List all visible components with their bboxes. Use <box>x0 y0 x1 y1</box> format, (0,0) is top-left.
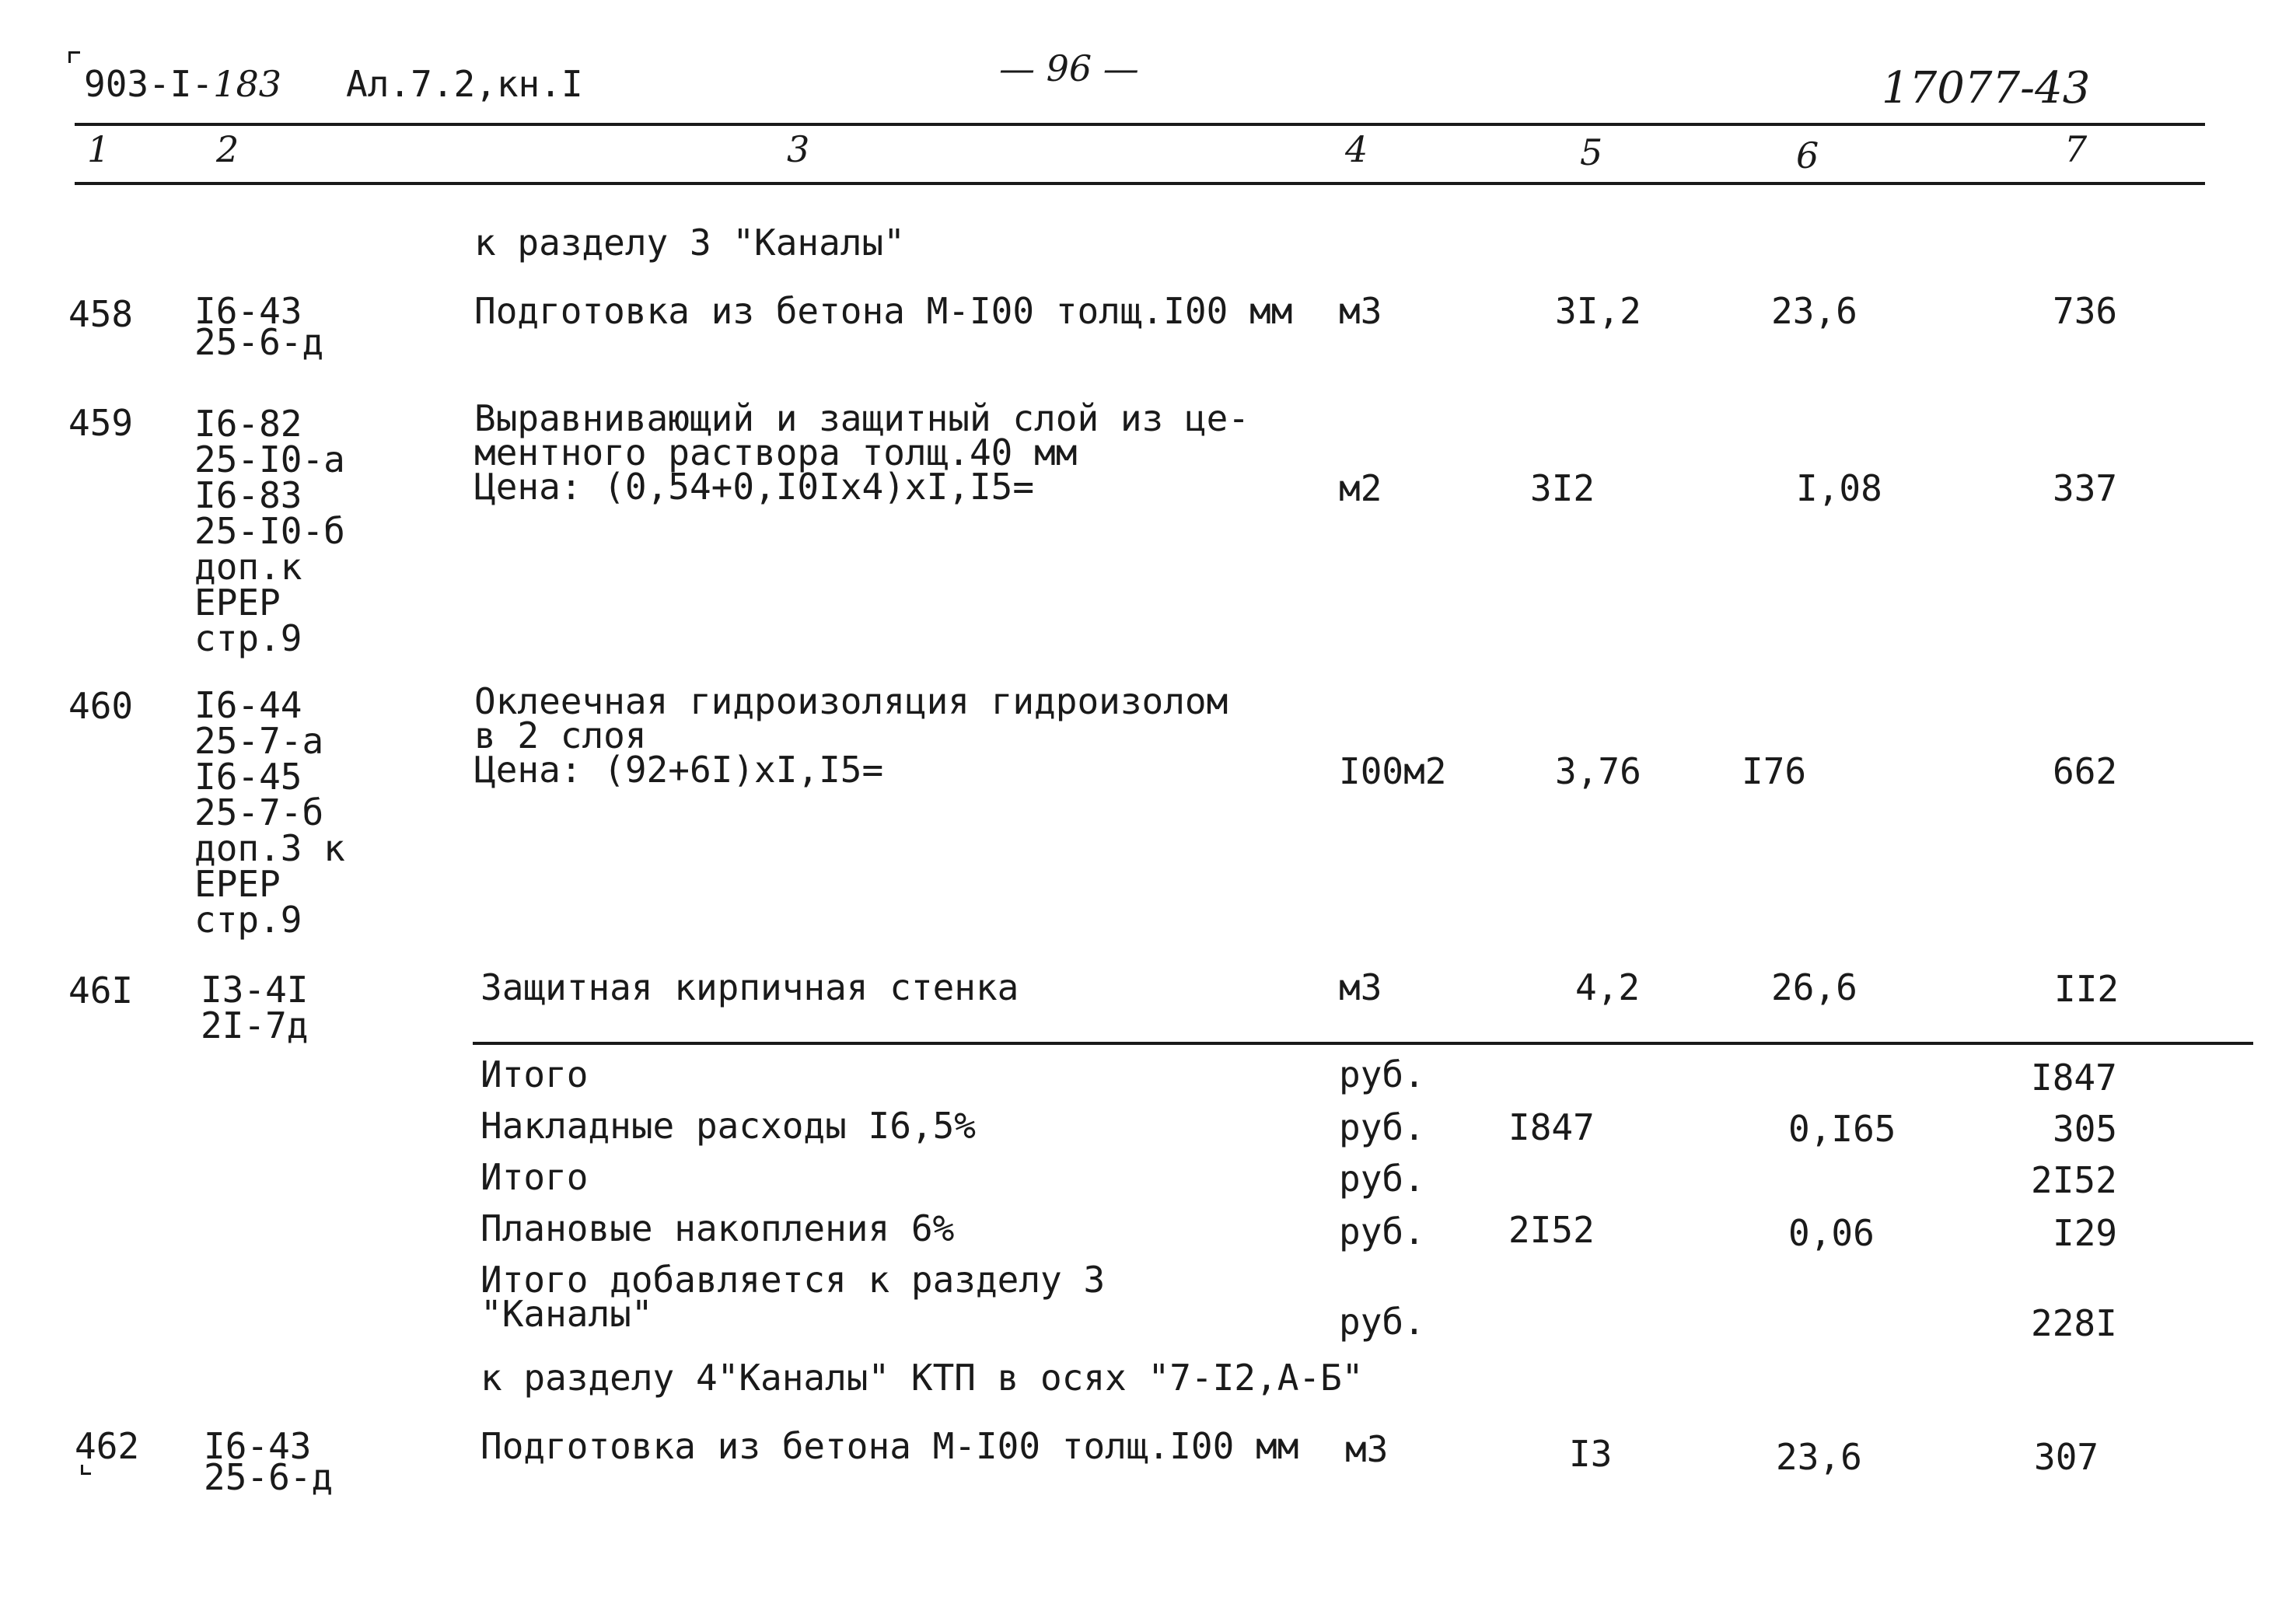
summary-subtotal-2-unit: руб. <box>1339 1158 1425 1200</box>
summary-grand-total: 228I <box>2031 1302 2117 1344</box>
row-459-description: Выравнивающий и защитный слой из це- ментного раствора толщ.40 мм Цена: (0,54+0,I0Iх4)хI,I5= <box>474 397 1249 508</box>
row-462-unit: м3 <box>1345 1428 1389 1470</box>
row-462-code: I6-43 25-6-д <box>204 1425 334 1498</box>
doc-code <box>84 65 281 103</box>
summary-overhead-rate: 0,I65 <box>1788 1108 1896 1150</box>
column-header-7: 7 <box>2064 128 2088 170</box>
row-462-price: 23,6 <box>1776 1436 1862 1478</box>
album-reference: Ал.7.2,кн.I <box>346 63 583 105</box>
row-459-number: 459 <box>68 402 134 444</box>
page-number: — 96 — <box>999 47 1139 89</box>
section-title-3: к разделу 3 "Каналы" <box>474 222 905 264</box>
row-458-description: Подготовка из бетона М-I00 толщ.I00 мм <box>474 290 1293 332</box>
row-459-code: I6-82 25-I0-а I6-83 25-I0-б доп.к ЕРЕР стр.9 <box>194 403 345 659</box>
summary-overhead-label: Накладные расходы I6,5% <box>481 1105 976 1147</box>
row-458-total: 736 <box>2053 290 2118 332</box>
summary-subtotal-total: I847 <box>2031 1057 2117 1099</box>
column-header-1: 1 <box>87 128 110 170</box>
archive-number: 17077-43 <box>1882 63 2091 114</box>
row-462-total: 307 <box>2034 1436 2099 1478</box>
row-461-code: I3-4I 2I-7д <box>201 969 309 1046</box>
doc-code-typed: 903-I- <box>84 63 214 105</box>
row-459-unit: м2 <box>1339 467 1382 509</box>
summary-overhead-unit: руб. <box>1339 1106 1425 1148</box>
section-title-4: к разделу 4"Каналы" КТП в осях "7-I2,А-Б" <box>481 1357 1364 1399</box>
summary-profit-label: Плановые накопления 6% <box>481 1207 955 1249</box>
row-458-quantity: 3I,2 <box>1555 290 1641 332</box>
column-header-5: 5 <box>1580 131 1603 173</box>
column-header-6: 6 <box>1796 134 1819 176</box>
row-461-number: 46I <box>68 969 134 1011</box>
summary-overhead-total: 305 <box>2053 1108 2118 1150</box>
row-461-unit: м3 <box>1339 966 1382 1008</box>
row-460-code: I6-44 25-7-а I6-45 25-7-б доп.3 к ЕРЕР стр.9 <box>194 684 345 941</box>
summary-profit-total: I29 <box>2053 1212 2118 1254</box>
row-461-description: Защитная кирпичная стенка <box>481 966 1019 1008</box>
row-458-code: I6-43 25-6-д <box>194 290 324 363</box>
row-460-description: Оклеечная гидроизоляция гидроизолом в 2 слоя Цена: (92+6I)хI,I5= <box>474 680 1228 791</box>
summary-grand-total-unit: руб. <box>1339 1301 1425 1343</box>
row-459-price: I,08 <box>1796 467 1882 509</box>
summary-grand-total-label: Итого добавляется к разделу 3 "Каналы" <box>481 1259 1106 1335</box>
header-rule-top <box>75 123 2205 126</box>
row-458-price: 23,6 <box>1771 290 1857 332</box>
row-458-number: 458 <box>68 293 134 335</box>
corner-mark-bottom-left <box>81 1465 91 1475</box>
summary-subtotal-label: Итого <box>481 1053 589 1095</box>
row-459-quantity: 3I2 <box>1530 467 1595 509</box>
summary-profit-base: 2I52 <box>1508 1209 1595 1251</box>
row-460-total: 662 <box>2053 750 2118 792</box>
row-461-price: 26,6 <box>1771 966 1857 1008</box>
summary-profit-unit: руб. <box>1339 1210 1425 1252</box>
row-460-unit: I00м2 <box>1339 750 1447 792</box>
row-459-total: 337 <box>2053 467 2118 509</box>
summary-subtotal-2-total: 2I52 <box>2031 1159 2117 1201</box>
header-rule-bottom <box>75 182 2205 185</box>
row-458-unit: м3 <box>1339 290 1382 332</box>
doc-code-handwritten: 183 <box>213 63 281 105</box>
corner-mark-top-left <box>68 51 80 63</box>
row-461-quantity: 4,2 <box>1575 966 1641 1008</box>
summary-profit-rate: 0,06 <box>1788 1212 1875 1254</box>
summary-rule <box>473 1042 2253 1045</box>
row-461-total: II2 <box>2054 968 2120 1010</box>
summary-overhead-base: I847 <box>1508 1106 1595 1148</box>
summary-subtotal-unit: руб. <box>1339 1053 1425 1095</box>
row-462-description: Подготовка из бетона М-I00 толщ.I00 мм <box>481 1425 1299 1467</box>
row-460-price: I76 <box>1742 750 1807 792</box>
row-460-quantity: 3,76 <box>1555 750 1641 792</box>
column-header-3: 3 <box>787 128 810 170</box>
column-header-2: 2 <box>216 128 239 170</box>
row-460-number: 460 <box>68 685 134 727</box>
summary-subtotal-2-label: Итого <box>481 1156 589 1198</box>
row-462-quantity: I3 <box>1569 1433 1613 1475</box>
row-462-number: 462 <box>75 1425 140 1467</box>
column-header-4: 4 <box>1345 128 1368 170</box>
